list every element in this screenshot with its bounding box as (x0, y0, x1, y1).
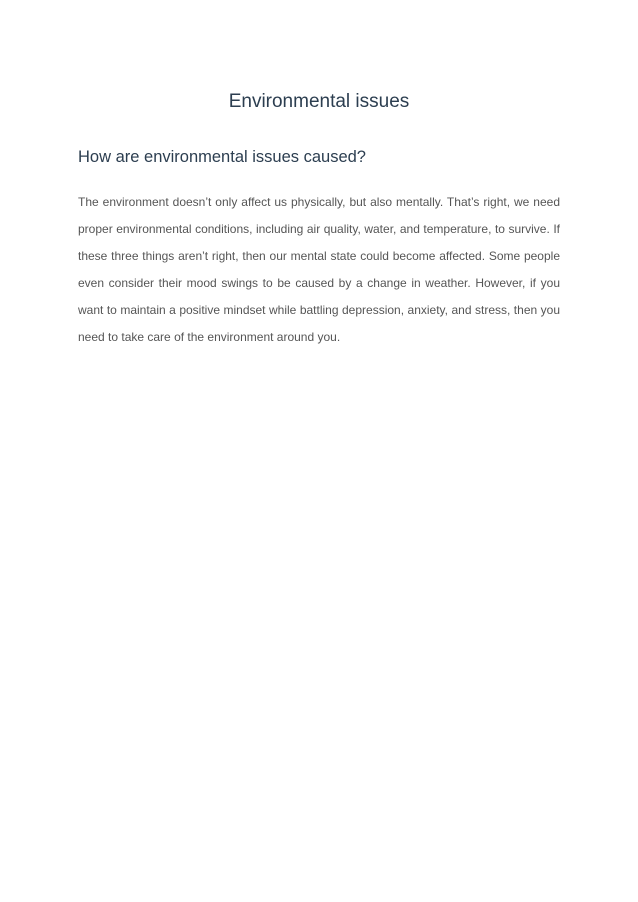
body-paragraph: The environment doesn’t only affect us physically, but also mentally. That’s right, we need proper environmental conditions, including air quality, water, and temperature, to survive. If these three things aren’t right, then our mental state could become affected. Some people even consider their mood swings to be caused by a change in weather. However, if you want to maintain a positive mindset while battling depression, anxiety, and stress, then you need to take care of the environment around you. (78, 195, 560, 344)
document-title: Environmental issues (228, 91, 410, 112)
section-heading: How are environmental issues caused? (78, 148, 366, 166)
